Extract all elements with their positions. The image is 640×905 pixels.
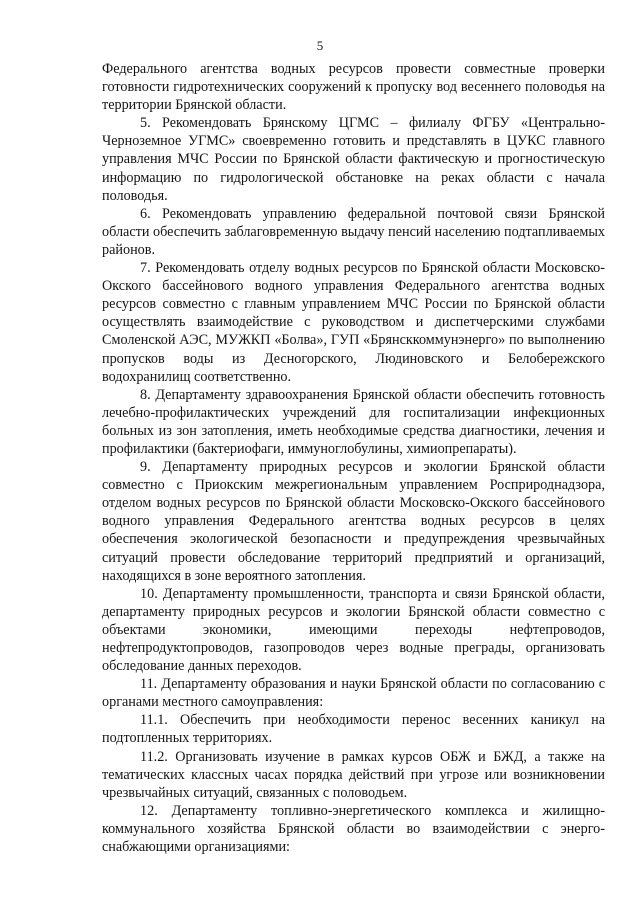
paragraph-item-12: 12. Департаменту топливно-энергетического комплекса и жилищно-коммунального хозяйства Брянской области во взаимодействии с энергоснабжающими организациями:	[102, 802, 605, 856]
paragraph-item-9: 9. Департаменту природных ресурсов и экологии Брянской области совместно с Приокским межрегиональным управлением Росприроднадзора, отделом водных ресурсов по Брянской области Московско-Окского бассейнового водного управления Федерального агентства водных ресурсов в целях обеспечения экологической безопасности и предупреждения чрезвычайных ситуаций провести обследование территорий предприятий и организаций, находящихся в зоне вероятного затопления.	[102, 459, 605, 584]
paragraph-item-10: 10. Департаменту промышленности, транспорта и связи Брянской области, департаменту природных ресурсов и экологии Брянской области совместно с объектами экономики, имеющими переходы нефтепроводов, нефтепродуктопроводов, газопроводов через водные преграды, организовать обследование данных переходов.	[102, 585, 605, 675]
paragraph-item-11-2: 11.2. Организовать изучение в рамках курсов ОБЖ и БЖД, а также на тематических классных часах порядка действий при угрозе или возникновении чрезвычайных ситуаций, связанных с половодьем.	[102, 748, 605, 801]
paragraph-item-11-1: 11.1. Обеспечить при необходимости перенос весенних каникул на подтопленных территориях.	[102, 712, 605, 747]
page-number: 5	[316, 38, 324, 53]
paragraph-item-5: 5. Рекомендовать Брянскому ЦГМС – филиалу ФГБУ «Центрально-Черноземное УГМС» своевременно готовить и представлять в ЦУКС главного управления МЧС России по Брянской области фактическую и прогностическую информацию по гидрологической обстановке на реках области с начала половодья.	[102, 115, 605, 204]
paragraph-item-11: 11. Департаменту образования и науки Брянской области по согласованию с органами местного самоуправления:	[102, 676, 605, 711]
paragraph-continuation: Федерального агентства водных ресурсов провести совместные проверки готовности гидротехнических сооружений к пропуску вод весеннего половодья на территории Брянской области.	[102, 61, 605, 114]
paragraph-item-7: 7. Рекомендовать отделу водных ресурсов по Брянской области Московско-Окского бассейнового водного управления Федерального агентства водных ресурсов совместно с главным управлением МЧС России по Брянской области осуществлять взаимодействие с руководством и диспетчерскими службами Смоленской АЭС, МУЖКП «Болва», ГУП «Брянсккоммунэнерго» по выполнению пропусков воды из Десногорского, Людиновского и Белобережского водохранилищ соответственно.	[102, 260, 605, 385]
document-body	[102, 60, 605, 856]
paragraph-item-8: 8. Департаменту здравоохранения Брянской области обеспечить готовность лечебно-профилактических учреждений для госпитализации инфекционных больных из зон затопления, иметь необходимые средства диагностики, лечения и профилактики (бактериофаги, иммуноглобулины, химиопрепараты).	[102, 386, 605, 457]
paragraph-item-6: 6. Рекомендовать управлению федеральной почтовой связи Брянской области обеспечить заблаговременную выдачу пенсий населению подтапливаемых районов.	[102, 205, 605, 258]
